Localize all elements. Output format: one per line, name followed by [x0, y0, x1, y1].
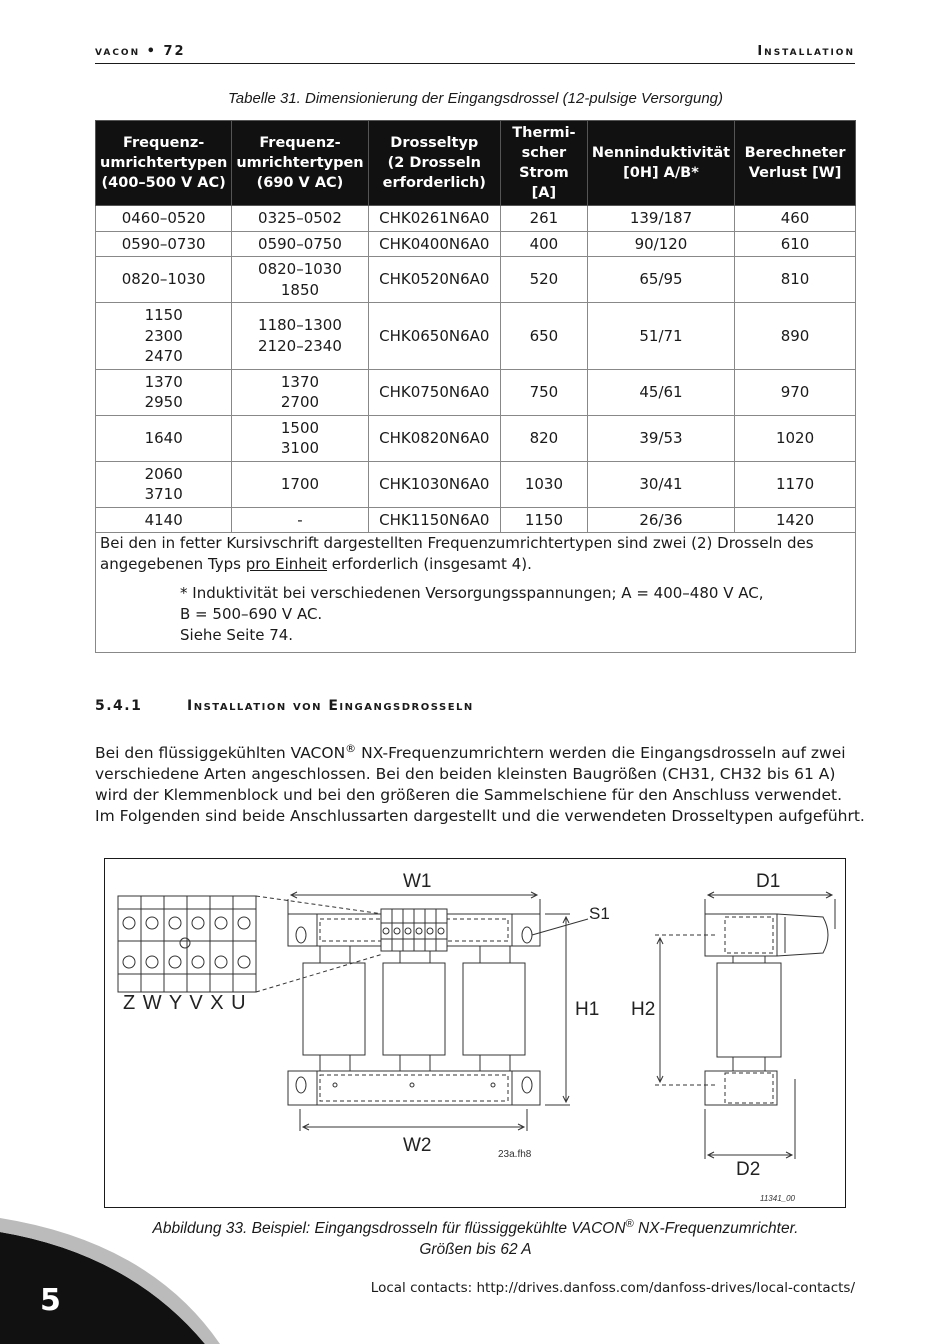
- table-cell: 1700: [232, 461, 368, 507]
- caption-line-2: Größen bis 62 A: [419, 1241, 532, 1259]
- choke-side-view: [655, 892, 835, 1159]
- table-caption: Tabelle 31. Dimensionierung der Eingangsdrossel (12-pulsige Versorgung): [227, 90, 723, 107]
- drawing-code: 23a.fh8: [498, 1149, 532, 1160]
- table-row: [96, 461, 856, 507]
- table-cell: 650: [500, 303, 587, 370]
- table-note-row: [96, 533, 856, 653]
- chapter-corner-tab: [0, 1214, 220, 1344]
- s1-label: S1: [589, 904, 610, 923]
- table-cell: 0820–1030 1850: [232, 257, 368, 303]
- w2-label: W2: [403, 1135, 432, 1156]
- table-cell: 45/61: [587, 369, 734, 415]
- figure-caption: Abbildung 33. Beispiel: Eingangsdrosseln für flüssiggekühlte VACON® NX-Frequenzumrichter. Größen bis 62 A: [152, 1218, 799, 1259]
- table-cell: 0325–0502: [232, 206, 368, 232]
- table-header-row: [96, 121, 856, 206]
- column-header-4: Thermi- scher Strom [A]: [500, 121, 587, 206]
- table-row: [96, 257, 856, 303]
- terminal-labels: Z W Y V X U: [123, 992, 247, 1014]
- table-cell: 261: [500, 206, 587, 232]
- table-cell: 1020: [735, 415, 856, 461]
- table-cell: CHK1030N6A0: [368, 461, 500, 507]
- table-cell: 520: [500, 257, 587, 303]
- table-cell: 1170: [735, 461, 856, 507]
- table-cell: 400: [500, 231, 587, 257]
- column-header-1: Frequenz- umrichtertypen (400–500 V AC): [96, 121, 232, 206]
- table-cell: 4140: [96, 507, 232, 533]
- note-sub-3: Siehe Seite 74.: [180, 626, 294, 644]
- header-rule: [95, 63, 855, 64]
- table-cell: CHK1150N6A0: [368, 507, 500, 533]
- column-header-2: Frequenz- umrichtertypen (690 V AC): [232, 121, 368, 206]
- note-main: Bei den in fetter Kursivschrift dargestellten Frequenzumrichtertypen sind zwei (2) Drosseln des angegebenen Typs pro Einheit erforderlich (insgesamt 4).: [100, 534, 814, 573]
- table-cell: CHK0261N6A0: [368, 206, 500, 232]
- table-cell: 26/36: [587, 507, 734, 533]
- table-cell: 1150: [500, 507, 587, 533]
- section-title: Installation von Eingangsdrosseln: [187, 698, 474, 714]
- h2-label: H2: [631, 999, 656, 1020]
- figure-frame: [104, 858, 846, 1208]
- header-brand: vacon • 72: [95, 44, 186, 59]
- table-cell: 2060 3710: [96, 461, 232, 507]
- w1-label: W1: [403, 871, 432, 892]
- figure-id: 11341_00: [760, 1194, 795, 1203]
- dimension-table: [95, 120, 856, 653]
- table-cell: 51/71: [587, 303, 734, 370]
- section-heading: [95, 698, 474, 714]
- table-cell: 1370 2700: [232, 369, 368, 415]
- table-note: [96, 533, 856, 653]
- table-row: [96, 231, 856, 257]
- column-header-3: Drosseltyp (2 Drosseln erforderlich): [368, 121, 500, 206]
- table-cell: CHK0820N6A0: [368, 415, 500, 461]
- table-cell: 750: [500, 369, 587, 415]
- table-row: [96, 206, 856, 232]
- footer-contacts: Local contacts: http://drives.danfoss.com/danfoss-drives/local-contacts/: [370, 1280, 855, 1296]
- table-cell: 0590–0750: [232, 231, 368, 257]
- column-header-6: Berechneter Verlust [W]: [735, 121, 856, 206]
- table-cell: 0820–1030: [96, 257, 232, 303]
- table-cell: 1420: [735, 507, 856, 533]
- table-cell: 90/120: [587, 231, 734, 257]
- note-underline: pro Einheit: [245, 555, 328, 573]
- table-row: [96, 507, 856, 533]
- table-row: [96, 303, 856, 370]
- table-cell: 970: [735, 369, 856, 415]
- table-cell: 1150 2300 2470: [96, 303, 232, 370]
- table-cell: 65/95: [587, 257, 734, 303]
- d1-label: D1: [756, 871, 781, 892]
- table-cell: 1500 3100: [232, 415, 368, 461]
- note-sub-1: * Induktivität bei verschiedenen Versorgungsspannungen; A = 400–480 V AC,: [180, 584, 764, 602]
- h1-label: H1: [575, 999, 600, 1020]
- note-inductance: [180, 583, 849, 646]
- choke-front-view: [288, 892, 588, 1131]
- table-cell: 1030: [500, 461, 587, 507]
- table-cell: 139/187: [587, 206, 734, 232]
- table-row: [96, 369, 856, 415]
- column-header-5: Nenninduktivität [0H] A/B*: [587, 121, 734, 206]
- table-cell: 0460–0520: [96, 206, 232, 232]
- caption-registered: ®: [625, 1218, 634, 1230]
- registered-mark: ®: [345, 742, 357, 755]
- choke-drawing: [105, 859, 845, 1207]
- table-row: [96, 415, 856, 461]
- table-cell: 810: [735, 257, 856, 303]
- table-cell: 30/41: [587, 461, 734, 507]
- table-cell: CHK0520N6A0: [368, 257, 500, 303]
- section-number: 5.4.1: [95, 698, 143, 714]
- table-cell: 1640: [96, 415, 232, 461]
- table-cell: 0590–0730: [96, 231, 232, 257]
- table-cell: -: [232, 507, 368, 533]
- table-cell: 890: [735, 303, 856, 370]
- body-paragraph: Bei den flüssiggekühlten VACON® NX-Frequenzumrichtern werden die Eingangsdrosseln auf zwei verschiedene Arten angeschlossen. Bei den beiden kleinsten Baugrößen (CH31, CH32 bis 61 A) wird der Klemmenblock und bei den größeren die Sammelschiene für den Anschluss verwendet. Im Folgenden sind beide Anschlussarten dargestellt und die verwendeten Drosseltypen aufgeführt.: [95, 742, 865, 826]
- table-cell: 820: [500, 415, 587, 461]
- table-cell: 610: [735, 231, 856, 257]
- note-sub-2: B = 500–690 V AC.: [180, 605, 323, 623]
- d2-label: D2: [736, 1159, 761, 1180]
- terminal-block-detail: [118, 896, 383, 992]
- table-cell: 1180–1300 2120–2340: [232, 303, 368, 370]
- table-cell: CHK0650N6A0: [368, 303, 500, 370]
- table-cell: 460: [735, 206, 856, 232]
- chapter-number: 5: [40, 1283, 61, 1318]
- table-cell: CHK0400N6A0: [368, 231, 500, 257]
- table-cell: CHK0750N6A0: [368, 369, 500, 415]
- header-section: Installation: [757, 44, 855, 59]
- table-cell: 1370 2950: [96, 369, 232, 415]
- table-cell: 39/53: [587, 415, 734, 461]
